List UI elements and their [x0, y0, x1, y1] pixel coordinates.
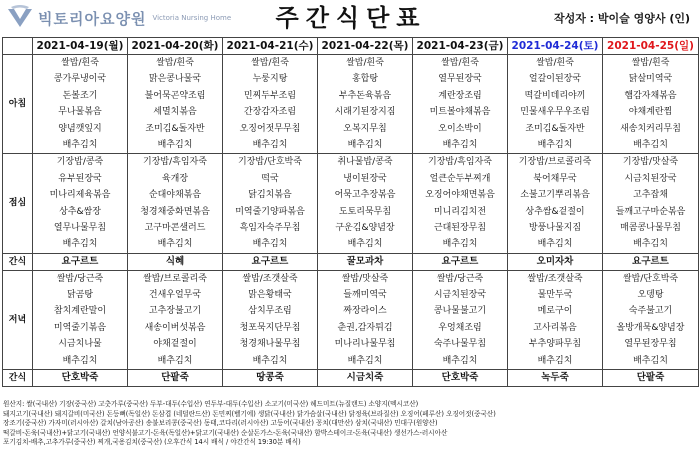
menu-item: 상추&쌈장 [59, 206, 101, 217]
menu-item: 배추김치 [537, 139, 573, 150]
footer-line: 돼지고기(국내산) 돼지갈비(미국산) 돈등뼈(독일산) 돈삼겹 (네덜란드산) 돈민찌(벨기에) 생닭(국내산) 닭가슴살(국내산) 닭정육(브라질산) 오징어(페루산) 오징어젓(중국산) [3, 409, 496, 418]
menu-item: 배추김치 [347, 139, 383, 150]
menu-item: 배추김치 [252, 239, 288, 250]
breakfast-cell [603, 55, 699, 154]
menu-item: 배추김치 [633, 239, 668, 250]
menu-item: 오징어젓무무침 [239, 123, 301, 134]
page-header [0, 0, 700, 36]
menu-item: 청경채나물무침 [239, 339, 301, 350]
menu-item: 기장밥/콩죽 [56, 157, 104, 168]
weekly-menu-table [2, 37, 699, 387]
menu-item: 새송이버섯볶음 [144, 322, 206, 333]
day-header: 2021-04-20(화) [128, 38, 223, 55]
menu-item: 민찌두부조림 [243, 90, 297, 101]
menu-item: 시금치나물 [58, 339, 102, 350]
snack-cell: 요구르트 [413, 253, 508, 270]
menu-item: 콩나물불고기 [433, 306, 487, 317]
dinner-cell [603, 270, 699, 369]
menu-item: 배추김치 [442, 239, 478, 250]
menu-item: 상추쌈&겉절이 [525, 206, 585, 217]
menu-item: 배추김치 [157, 239, 193, 250]
day-header: 2021-04-22(목) [318, 38, 413, 55]
menu-item: 미나리제육볶음 [49, 190, 111, 201]
day-header: 2021-04-19(월) [33, 38, 128, 55]
menu-item: 돈볼조기 [62, 90, 98, 101]
menu-item: 햄감자채볶음 [624, 90, 677, 101]
footer-line: 원산지: 쌀(국내산) 기장(중국산) 고춧가루(중국산) 두부-대두(수입산) 연두부-대두(수입산) 소고기(미국산) 헤드미트(뉴질랜드) 소양지(멕시코산) [3, 400, 419, 408]
menu-item: 쌀밥/흰죽 [61, 58, 99, 68]
dinner-cell [128, 270, 223, 369]
logo-name: 빅토리아요양원 [38, 9, 147, 28]
snack-row-afternoon [3, 253, 699, 270]
menu-item: 닭김치볶음 [248, 190, 292, 201]
menu-item: 물만두국 [537, 290, 573, 301]
menu-item: 방풍나물지짐 [528, 222, 582, 233]
breakfast-cell [508, 55, 603, 154]
menu-item: 흑임자숙주무침 [239, 222, 301, 233]
menu-item: 무나물볶음 [58, 107, 102, 118]
breakfast-cell [413, 55, 508, 154]
menu-item: 고추잡채 [633, 190, 668, 201]
menu-item: 배추김치 [252, 139, 288, 150]
menu-item: 배추김치 [157, 355, 193, 366]
lunch-cell [508, 154, 603, 253]
menu-item: 쌀밥/조갯살죽 [527, 273, 583, 284]
menu-item: 떡국 [261, 173, 279, 184]
menu-item: 새송치커리무침 [620, 123, 681, 134]
snack-cell: 단팥죽 [128, 370, 223, 387]
menu-item: 오복지무침 [343, 123, 387, 134]
menu-item: 춘권,감자튀김 [337, 322, 393, 333]
menu-item: 맑은황태국 [248, 290, 292, 301]
menu-item: 배추김치 [252, 355, 288, 366]
menu-item: 배추김치 [633, 139, 668, 150]
menu-item: 쌀밥/흰죽 [251, 58, 289, 68]
snack-cell: 요구르트 [603, 253, 699, 270]
menu-item: 쌀밥/흰죽 [631, 58, 670, 68]
breakfast-cell [223, 55, 318, 154]
menu-item: 순대야채볶음 [148, 190, 202, 201]
menu-item: 조미김&돌자반 [145, 123, 205, 134]
menu-item: 참치계란말이 [53, 306, 107, 317]
menu-item: 배추김치 [537, 239, 573, 250]
snack-cell: 식혜 [128, 253, 223, 270]
menu-item: 청포묵지단무침 [239, 322, 301, 333]
menu-item: 야채겉절이 [153, 339, 197, 350]
footer-line: 장조기(중국산) 가자미(러시아산) 갈치(남아공산) 송불보리콩(중국산) 동태,코다리(러시아산) 고등어(국내산) 꽁치(대만산) 삼치(국내산) 민대구(원양산) [3, 419, 438, 428]
menu-item: 배추김치 [347, 239, 383, 250]
menu-item: 쌀밥/당근죽 [436, 273, 484, 284]
snack-cell: 녹두죽 [508, 370, 603, 387]
menu-item: 떡갈비데리야끼 [524, 90, 586, 101]
menu-item: 배추김치 [62, 239, 98, 250]
snack-cell: 단호박죽 [413, 370, 508, 387]
menu-item: 올방개묵&양념장 [616, 322, 685, 333]
menu-item: 배추김치 [633, 355, 668, 366]
menu-item: 쌀밥/흰죽 [156, 58, 194, 68]
menu-item: 누룽지탕 [252, 74, 288, 85]
menu-item: 열무된장국 [438, 74, 482, 85]
meal-label-lunch: 점심 [3, 154, 33, 253]
breakfast-cell [318, 55, 413, 154]
menu-item: 미역줄기볶음 [53, 322, 107, 333]
menu-item: 미트볼야채볶음 [429, 107, 491, 118]
menu-item: 쌀밥/흰죽 [536, 58, 574, 68]
menu-item: 오뎅탕 [637, 290, 664, 301]
origin-footer [3, 400, 697, 448]
dinner-cell [33, 270, 128, 369]
menu-item: 배추김치 [157, 139, 193, 150]
breakfast-row [3, 55, 699, 154]
snack-cell: 땅콩죽 [223, 370, 318, 387]
dinner-cell [413, 270, 508, 369]
lunch-row [3, 154, 699, 253]
logo-mark-icon [6, 5, 34, 31]
snack-cell: 요구르트 [33, 253, 128, 270]
menu-item: 쌀밥/흰죽 [346, 58, 384, 68]
menu-item: 북어채무국 [533, 173, 577, 184]
page-title: 주간식단표 [275, 4, 427, 32]
snack-label: 간식 [3, 253, 33, 270]
menu-item: 기장밥/단호박죽 [238, 157, 302, 168]
menu-item: 소불고기뿌리볶음 [520, 190, 590, 201]
menu-item: 쌀밥/단호박죽 [622, 273, 679, 284]
menu-item: 배추김치 [62, 355, 98, 366]
menu-item: 열무된장무침 [624, 339, 677, 350]
menu-item: 매콤콩나물무침 [620, 222, 681, 233]
menu-item: 도토리묵무침 [338, 206, 392, 217]
snack-cell: 오미자차 [508, 253, 603, 270]
menu-item: 삼치무조림 [248, 306, 292, 317]
menu-item: 기장밥/맛살죽 [622, 157, 679, 168]
menu-item: 오징어야채면볶음 [425, 190, 495, 201]
snack-cell: 시금치죽 [318, 370, 413, 387]
menu-item: 불어묵곤약조림 [144, 90, 206, 101]
menu-item: 메로구이 [537, 306, 573, 317]
dinner-cell [223, 270, 318, 369]
menu-item: 조미김&돌자반 [525, 123, 585, 134]
menu-item: 민물새우무우조림 [520, 107, 590, 118]
menu-item: 오이소박이 [438, 123, 482, 134]
menu-item: 근대된장무침 [433, 222, 487, 233]
day-header-row [3, 38, 699, 55]
menu-item: 배추김치 [537, 355, 573, 366]
menu-item: 미니리김치전 [433, 206, 487, 217]
menu-item: 쌀밥/브로콜리죽 [143, 273, 207, 284]
day-header-sunday: 2021-04-25(일) [603, 38, 699, 55]
menu-item: 세멸치볶음 [153, 107, 197, 118]
menu-item: 육개장 [161, 173, 189, 184]
lunch-cell [223, 154, 318, 253]
snack-cell: 꿀모과차 [318, 253, 413, 270]
menu-item: 고구마콘샐러드 [144, 222, 206, 233]
menu-item: 부추양파무침 [528, 339, 582, 350]
day-header: 2021-04-23(금) [413, 38, 508, 55]
menu-item: 건새우얼무국 [148, 290, 202, 301]
dinner-row [3, 270, 699, 369]
menu-item: 닭곰탕 [66, 290, 94, 301]
logo [6, 4, 236, 32]
menu-item: 콩가루냉이국 [53, 74, 107, 85]
menu-item: 어묵고추장볶음 [334, 190, 396, 201]
menu-item: 부추돈육볶음 [338, 90, 392, 101]
snack-cell: 단팥죽 [603, 370, 699, 387]
menu-item: 시금치된장국 [624, 173, 677, 184]
menu-item: 우엉채조림 [438, 322, 482, 333]
menu-item: 홍합탕 [351, 74, 379, 85]
menu-item: 쌀밥/조갯살죽 [242, 273, 298, 284]
menu-item: 짜장라이스 [343, 306, 387, 317]
menu-item: 맑은콩나물국 [148, 74, 202, 85]
menu-item: 열무나물무침 [53, 222, 107, 233]
snack-cell: 단호박죽 [33, 370, 128, 387]
breakfast-cell [33, 55, 128, 154]
menu-item: 미역줄기양파볶음 [235, 206, 305, 217]
day-header: 2021-04-21(수) [223, 38, 318, 55]
menu-item: 들깨고구마순볶음 [615, 206, 686, 217]
menu-item: 쌀밥/흰죽 [441, 58, 479, 68]
lunch-cell [603, 154, 699, 253]
menu-item: 취나물밥/콩죽 [337, 157, 393, 168]
day-header-saturday: 2021-04-24(토) [508, 38, 603, 55]
menu-item: 유부된장국 [58, 173, 102, 184]
dinner-cell [508, 270, 603, 369]
menu-item: 숙주나물무침 [433, 339, 487, 350]
meal-label-breakfast: 아침 [3, 55, 33, 154]
menu-item: 쌀밥/당근죽 [56, 273, 104, 284]
meal-label-dinner: 저녁 [3, 270, 33, 369]
menu-item: 시금치된장국 [433, 290, 487, 301]
lunch-cell [413, 154, 508, 253]
menu-item: 양념깻잎지 [58, 123, 102, 134]
logo-english-name: Victoria Nursing Home [152, 14, 232, 22]
menu-item: 기장밥/브로콜리죽 [518, 157, 592, 168]
menu-item: 배추김치 [62, 139, 98, 150]
menu-item: 숙주불고기 [628, 306, 673, 317]
snack-cell: 요구르트 [223, 253, 318, 270]
lunch-cell [128, 154, 223, 253]
menu-item: 배추김치 [442, 355, 478, 366]
lunch-cell [318, 154, 413, 253]
footer-line: 떡갈비-돈육(국내산)+닭고기(국내산) 언양식불고기-돈육(독일산)+닭고기(국내산) 순살돈가스-돈육(국내산) 함박스테이크-돈육(국내산) 생선가스-러시아산 [3, 428, 448, 437]
menu-item: 배추김치 [347, 355, 383, 366]
snack-label: 간식 [3, 370, 33, 387]
menu-item: 계란장조림 [438, 90, 482, 101]
menu-item: 미나리나물무침 [334, 339, 396, 350]
lunch-cell [33, 154, 128, 253]
menu-item: 들깨미역국 [343, 290, 387, 301]
menu-item: 간장감자조림 [243, 107, 297, 118]
menu-item: 얼큰순두부찌개 [429, 173, 491, 184]
menu-item: 고추장불고기 [148, 306, 202, 317]
menu-item: 기장밥/흑임자죽 [428, 157, 492, 168]
menu-item: 쌀밥/맛살죽 [341, 273, 389, 284]
menu-item: 청경채중화면볶음 [140, 206, 210, 217]
menu-item: 배추김치 [442, 139, 478, 150]
corner-cell [3, 38, 33, 55]
menu-item: 시래기된장지짐 [334, 107, 396, 118]
dinner-cell [318, 270, 413, 369]
menu-item: 닭살미역국 [628, 74, 673, 85]
footer-line: 포기김치-배추,고추가루(중국산) 찌개,국용김치(중국산) (오후간식 14시 배식 / 야간간식 19:30분 배식) [3, 438, 301, 447]
menu-item: 기장밥/흑임자죽 [143, 157, 207, 168]
menu-item: 고사리볶음 [533, 322, 577, 333]
menu-item: 구운김&양념장 [335, 222, 395, 233]
menu-item: 얼갈이된장국 [528, 74, 582, 85]
snack-row-evening [3, 370, 699, 387]
menu-item: 냉이된장국 [343, 173, 387, 184]
breakfast-cell [128, 55, 223, 154]
menu-item: 야채계란찜 [628, 107, 673, 118]
author-line: 작성자 : 박이슬 영양사 (인) [553, 12, 690, 25]
